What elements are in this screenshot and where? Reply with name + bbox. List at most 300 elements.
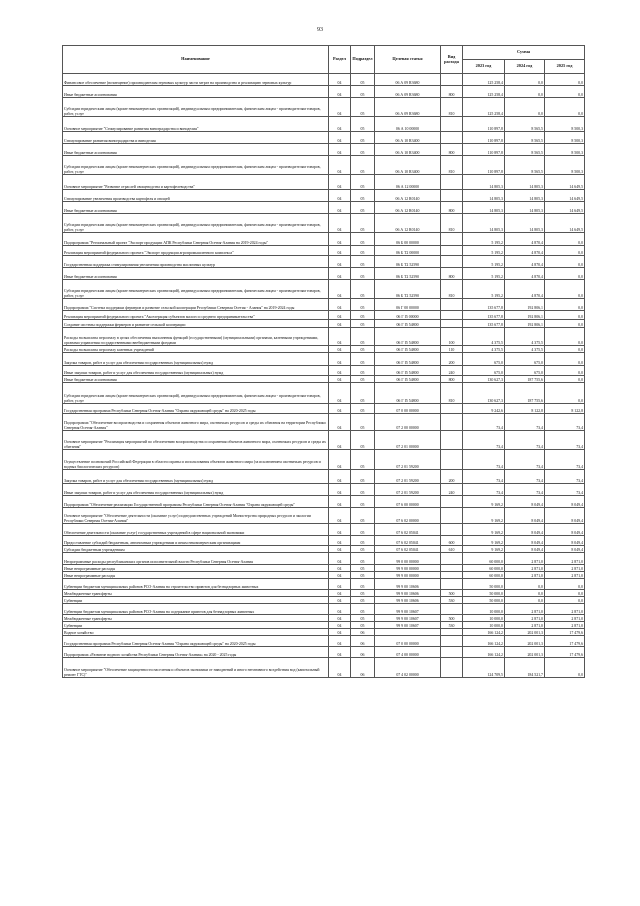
row-expense-type (441, 658, 463, 678)
row-sum-2025: 73,4 (545, 484, 585, 496)
table-row (63, 579, 585, 590)
row-sum-2024: 0,0 (505, 74, 545, 86)
row-expense-type (441, 190, 463, 202)
row-name: Основное мероприятие "Обеспечение деятельности (оказание услуг) подведомственных учреждений Министерства природных ресурсов и экологии Республики Северная Осетия-Алания" (63, 508, 329, 524)
row-razdel: 04 (329, 175, 351, 190)
row-podrazdel: 05 (351, 450, 375, 470)
table-row (63, 268, 585, 280)
row-sum-2024: 8 049,4 (505, 524, 545, 536)
row-target-article: 07 6 00 00000 (375, 496, 441, 508)
row-name: Иные бюджетные ассигнования (63, 144, 329, 156)
row-podrazdel: 05 (351, 383, 375, 404)
row-target-article: 06 А 12 R0140 (375, 214, 441, 233)
row-sum-2023: 50 000,0 (463, 579, 505, 590)
row-razdel: 04 (329, 190, 351, 202)
row-razdel: 04 (329, 414, 351, 431)
row-razdel: 04 (329, 346, 351, 353)
row-name: Иные закупки товаров, работ и услуг для обеспечения государственных (муниципальных) нужд (63, 366, 329, 376)
row-expense-type: 800 (441, 376, 463, 383)
table-row (63, 144, 585, 156)
row-target-article: 06 Г I5 54800 (375, 383, 441, 404)
row-razdel: 04 (329, 508, 351, 524)
row-podrazdel: 05 (351, 246, 375, 256)
row-name: Предоставление субсидий бюджетным, автономным учреждениям и иным некоммерческим организациям (63, 536, 329, 546)
table-row (63, 233, 585, 246)
row-sum-2025: 0,0 (545, 311, 585, 320)
table-row (63, 524, 585, 536)
table-row (63, 536, 585, 546)
row-sum-2023: 110 897,8 (463, 144, 505, 156)
row-sum-2025: 0,0 (545, 98, 585, 117)
table-row (63, 636, 585, 647)
header-sum: Сумма (463, 46, 585, 60)
row-expense-type: 810 (441, 156, 463, 175)
row-sum-2025: 8 049,4 (545, 524, 585, 536)
row-sum-2024: 14 805,3 (505, 175, 545, 190)
row-name: Закупка товаров, работ и услуг для обеспечения государственных (муниципальных) нужд (63, 470, 329, 484)
row-sum-2024: 8 049,4 (505, 508, 545, 524)
row-podrazdel: 06 (351, 636, 375, 647)
row-name: Осуществление полномочий Российской Федерации в области охраны и использования объектов животного мира (за исключением охотничьих ресурсов и водных биологических ресурсов) (63, 450, 329, 470)
row-sum-2024: 202 001,3 (505, 629, 545, 636)
row-razdel: 04 (329, 280, 351, 299)
row-expense-type: 810 (441, 98, 463, 117)
header-name: Наименование (63, 46, 329, 74)
row-sum-2025: 8 122,8 (545, 404, 585, 414)
row-name: Межбюджетные трансферты (63, 590, 329, 597)
row-target-article: 07 6 02 00000 (375, 508, 441, 524)
row-expense-type: 800 (441, 268, 463, 280)
row-razdel: 04 (329, 431, 351, 450)
row-name: Иные непрограммные расходы (63, 572, 329, 579)
row-podrazdel: 05 (351, 546, 375, 553)
row-sum-2024: 4 870,4 (505, 280, 545, 299)
row-sum-2023: 9 169,2 (463, 524, 505, 536)
row-target-article: 06 Б Т2 52590 (375, 256, 441, 268)
row-podrazdel: 05 (351, 328, 375, 346)
row-expense-type: 530 (441, 597, 463, 604)
row-razdel: 04 (329, 450, 351, 470)
row-sum-2023: 9 169,2 (463, 546, 505, 553)
table-row (63, 202, 585, 214)
row-sum-2025: 8 500,3 (545, 156, 585, 175)
row-name: Субсидии юридическим лицам (кроме некоммерческих организаций), индивидуальным предпринимателям, физическим лицам - производителям товаров, работ, услуг (63, 98, 329, 117)
row-name: Обеспечение деятельности (оказание услуг) государственных учреждений в сфере национальной экономики (63, 524, 329, 536)
row-podrazdel: 05 (351, 572, 375, 579)
row-name: Основное мероприятие "Развитие отраслей овощеводства и картофелеводства" (63, 175, 329, 190)
row-sum-2024: 8 565,5 (505, 156, 545, 175)
row-sum-2024: 0,0 (505, 86, 545, 98)
row-podrazdel: 06 (351, 647, 375, 658)
row-sum-2024: 8 049,4 (505, 496, 545, 508)
table-row (63, 431, 585, 450)
row-expense-type (441, 74, 463, 86)
row-razdel: 04 (329, 470, 351, 484)
row-podrazdel: 05 (351, 74, 375, 86)
row-sum-2025: 17 479,6 (545, 636, 585, 647)
row-target-article: 06 Б Т2 52590 (375, 268, 441, 280)
row-expense-type (441, 508, 463, 524)
table-row (63, 320, 585, 328)
table-row (63, 604, 585, 615)
table-row (63, 214, 585, 233)
row-expense-type (441, 117, 463, 132)
row-name: Иные непрограммные расходы (63, 565, 329, 572)
row-podrazdel: 05 (351, 144, 375, 156)
row-sum-2025: 73,4 (545, 431, 585, 450)
row-target-article: 06 Б 00 00000 (375, 233, 441, 246)
table-row (63, 280, 585, 299)
row-sum-2025: 14 649,5 (545, 175, 585, 190)
row-name: Создание системы поддержки фермеров и развитие сельской кооперации (63, 320, 329, 328)
row-sum-2025: 14 649,5 (545, 202, 585, 214)
row-podrazdel: 05 (351, 280, 375, 299)
row-podrazdel: 05 (351, 553, 375, 565)
row-name: Иные закупки товаров, работ и услуг для обеспечения государственных (муниципальных) нужд (63, 484, 329, 496)
row-sum-2025: 0,0 (545, 353, 585, 366)
row-sum-2023: 110 897,8 (463, 156, 505, 175)
row-expense-type (441, 299, 463, 311)
row-sum-2024: 187 755,6 (505, 376, 545, 383)
budget-table (62, 45, 585, 678)
row-sum-2023: 5 195,2 (463, 268, 505, 280)
row-target-article: 06 Г 00 00000 (375, 299, 441, 311)
table-row (63, 450, 585, 470)
row-podrazdel: 06 (351, 658, 375, 678)
row-sum-2023: 675,0 (463, 353, 505, 366)
row-sum-2024: 2 871,0 (505, 565, 545, 572)
table-row (63, 346, 585, 353)
row-target-article: 06 Г I5 54800 (375, 320, 441, 328)
row-sum-2023: 166 124,2 (463, 636, 505, 647)
row-podrazdel: 05 (351, 404, 375, 414)
row-name: Реализация мероприятий федерального проекта "Акселерация субъектов малого и среднего предпринимательства" (63, 311, 329, 320)
row-sum-2025: 0,0 (545, 346, 585, 353)
row-sum-2023: 135 677,8 (463, 311, 505, 320)
row-sum-2023: 14 805,3 (463, 214, 505, 233)
row-sum-2025: 0,0 (545, 233, 585, 246)
row-name: Закупка товаров, работ и услуг для обеспечения государственных (муниципальных) нужд (63, 353, 329, 366)
header-razdel: Раздел (329, 46, 351, 74)
row-expense-type: 500 (441, 615, 463, 622)
row-target-article: 06 Б Т2 00000 (375, 246, 441, 256)
row-sum-2025: 14 649,5 (545, 190, 585, 202)
row-sum-2025: 2 871,0 (545, 615, 585, 622)
row-sum-2023: 130 627,3 (463, 383, 505, 404)
row-name: Субвенции (63, 622, 329, 629)
row-target-article: 07 6 02 05041 (375, 536, 441, 546)
row-razdel: 04 (329, 647, 351, 658)
row-expense-type: 610 (441, 546, 463, 553)
header-target-article: Целевая статья (375, 46, 441, 74)
row-expense-type: 500 (441, 590, 463, 597)
row-sum-2024: 0,0 (505, 597, 545, 604)
row-sum-2023: 10 000,0 (463, 622, 505, 629)
row-razdel: 04 (329, 202, 351, 214)
row-sum-2024: 0,0 (505, 579, 545, 590)
row-sum-2023: 166 124,2 (463, 647, 505, 658)
row-sum-2024: 2 871,0 (505, 553, 545, 565)
row-sum-2025: 0,0 (545, 366, 585, 376)
row-sum-2023: 50 000,0 (463, 597, 505, 604)
table-row (63, 565, 585, 572)
row-sum-2024: 4 870,4 (505, 268, 545, 280)
row-sum-2023: 135 677,8 (463, 320, 505, 328)
row-podrazdel: 05 (351, 565, 375, 572)
row-sum-2023: 10 000,0 (463, 604, 505, 615)
row-razdel: 04 (329, 144, 351, 156)
row-target-article: 06 А 10 00000 (375, 117, 441, 132)
row-target-article: 99 9 00 10606 (375, 579, 441, 590)
row-sum-2023: 166 124,2 (463, 629, 505, 636)
row-podrazdel: 05 (351, 496, 375, 508)
row-sum-2025: 0,0 (545, 376, 585, 383)
row-name: Непрограммные расходы республиканских органов исполнительной власти Республики Северная Осетия-Алания (63, 553, 329, 565)
row-expense-type (441, 132, 463, 144)
row-target-article: 99 9 00 00000 (375, 565, 441, 572)
row-expense-type (441, 604, 463, 615)
row-sum-2025: 14 649,5 (545, 214, 585, 233)
table-row (63, 414, 585, 431)
row-name: Субсидии юридическим лицам (кроме некоммерческих организаций), индивидуальным предпринимателям, физическим лицам - производителям товаров, работ, услуг (63, 156, 329, 175)
row-target-article: 06 Г I5 54800 (375, 328, 441, 346)
table-row (63, 98, 585, 117)
table-row (63, 404, 585, 414)
row-expense-type: 200 (441, 470, 463, 484)
row-razdel: 04 (329, 246, 351, 256)
row-name: Подпрограмма "Обеспечение реализации Государственной программы Республики Северная Осетия-Алания "Охрана окружающей среды" (63, 496, 329, 508)
row-target-article: 06 Г I5 00000 (375, 311, 441, 320)
table-row (63, 353, 585, 366)
row-sum-2024: 202 001,3 (505, 636, 545, 647)
row-expense-type (441, 404, 463, 414)
row-razdel: 04 (329, 256, 351, 268)
row-sum-2023: 60 000,0 (463, 565, 505, 572)
row-sum-2023: 4 375,5 (463, 346, 505, 353)
row-sum-2023: 9 242,6 (463, 404, 505, 414)
row-name: Стимулирование развития виноградарства и виноделия (63, 132, 329, 144)
row-razdel: 04 (329, 366, 351, 376)
row-sum-2024: 73,4 (505, 484, 545, 496)
row-sum-2024: 73,4 (505, 450, 545, 470)
row-sum-2023: 9 169,2 (463, 508, 505, 524)
row-sum-2024: 0,0 (505, 98, 545, 117)
row-sum-2025: 2 871,0 (545, 572, 585, 579)
row-expense-type (441, 311, 463, 320)
row-podrazdel: 05 (351, 484, 375, 496)
row-target-article: 99 9 00 10607 (375, 615, 441, 622)
row-sum-2025: 17 479,6 (545, 647, 585, 658)
row-sum-2024: 2 871,0 (505, 604, 545, 615)
row-razdel: 04 (329, 376, 351, 383)
row-sum-2024: 675,0 (505, 353, 545, 366)
row-razdel: 04 (329, 320, 351, 328)
row-podrazdel: 05 (351, 431, 375, 450)
row-podrazdel: 05 (351, 597, 375, 604)
row-sum-2024: 73,4 (505, 431, 545, 450)
header-podrazdel: Подраздел (351, 46, 375, 74)
row-razdel: 04 (329, 590, 351, 597)
table-row (63, 572, 585, 579)
row-sum-2024: 192 806,1 (505, 299, 545, 311)
row-sum-2025: 73,4 (545, 414, 585, 431)
row-sum-2024: 8 565,5 (505, 144, 545, 156)
table-header (63, 46, 585, 74)
table-row (63, 383, 585, 404)
row-razdel: 04 (329, 132, 351, 144)
row-razdel: 04 (329, 86, 351, 98)
row-name: Субвенции бюджетам муниципальных районов РСО-Алания на строительство приютов для безнадзорных животных (63, 579, 329, 590)
row-sum-2023: 73,4 (463, 484, 505, 496)
row-name: Основное мероприятие "Реализация мероприятий по обеспечению воспроизводства и сохранения объектов животного мира, охотничьих ресурсов и среды их обитания" (63, 431, 329, 450)
row-sum-2023: 675,0 (463, 366, 505, 376)
row-sum-2025: 0,0 (545, 383, 585, 404)
row-podrazdel: 05 (351, 156, 375, 175)
table-row (63, 117, 585, 132)
row-podrazdel: 05 (351, 346, 375, 353)
row-razdel: 04 (329, 268, 351, 280)
table-row (63, 553, 585, 565)
row-expense-type (441, 629, 463, 636)
row-expense-type (441, 647, 463, 658)
row-target-article: 99 9 00 00000 (375, 572, 441, 579)
row-podrazdel: 05 (351, 366, 375, 376)
row-expense-type (441, 233, 463, 246)
row-name: Стимулирование увеличения производства картофеля и овощей (63, 190, 329, 202)
row-sum-2023: 73,4 (463, 414, 505, 431)
row-expense-type: 810 (441, 383, 463, 404)
row-expense-type (441, 572, 463, 579)
table-row (63, 311, 585, 320)
table-row (63, 590, 585, 597)
row-name: Иные бюджетные ассигнования (63, 86, 329, 98)
row-podrazdel: 05 (351, 98, 375, 117)
table-row (63, 366, 585, 376)
row-sum-2023: 14 805,3 (463, 190, 505, 202)
row-razdel: 04 (329, 484, 351, 496)
row-target-article: 07 6 02 05041 (375, 546, 441, 553)
table-row (63, 508, 585, 524)
row-sum-2023: 125 258,4 (463, 86, 505, 98)
table-row (63, 647, 585, 658)
row-sum-2024: 675,0 (505, 366, 545, 376)
row-podrazdel: 05 (351, 202, 375, 214)
row-sum-2024: 73,4 (505, 414, 545, 431)
table-row (63, 328, 585, 346)
row-razdel: 04 (329, 214, 351, 233)
row-sum-2023: 5 195,2 (463, 256, 505, 268)
row-sum-2023: 73,4 (463, 450, 505, 470)
row-sum-2024: 4 870,4 (505, 233, 545, 246)
row-podrazdel: 05 (351, 508, 375, 524)
row-name: Реализация мероприятий федерального проекта "Экспорт продукции агропромышленного комплекса" (63, 246, 329, 256)
row-sum-2024: 202 001,3 (505, 647, 545, 658)
table-row (63, 629, 585, 636)
row-target-article: 07 2 01 59200 (375, 484, 441, 496)
row-name: Подпрограмма «Развитие водного хозяйства Республики Северная Осетия-Алания» на 2020 - 2025 годы (63, 647, 329, 658)
row-expense-type: 800 (441, 202, 463, 214)
row-sum-2025: 0,0 (545, 86, 585, 98)
row-podrazdel: 05 (351, 622, 375, 629)
row-target-article: 06 А 10 R3400 (375, 144, 441, 156)
row-sum-2023: 14 805,3 (463, 202, 505, 214)
row-name: Основное мероприятие "Обеспечение защищенности населения и объектов экономики от наводнений и иного негативного воздействия вод (капитальный ремонт ГТС)" (63, 658, 329, 678)
table-row (63, 132, 585, 144)
row-expense-type: 800 (441, 144, 463, 156)
row-razdel: 04 (329, 572, 351, 579)
header-year-2025: 2025 год (545, 60, 585, 74)
row-sum-2024: 184 521,7 (505, 658, 545, 678)
row-sum-2025: 0,0 (545, 280, 585, 299)
row-target-article: 99 9 00 10606 (375, 590, 441, 597)
row-expense-type: 600 (441, 536, 463, 546)
row-sum-2025: 2 871,0 (545, 622, 585, 629)
row-sum-2024: 4 375,5 (505, 346, 545, 353)
row-sum-2025: 8 049,4 (545, 536, 585, 546)
row-sum-2024: 8 565,5 (505, 132, 545, 144)
row-expense-type (441, 246, 463, 256)
row-podrazdel: 05 (351, 579, 375, 590)
row-sum-2024: 8 565,5 (505, 117, 545, 132)
row-razdel: 04 (329, 117, 351, 132)
row-expense-type: 240 (441, 366, 463, 376)
row-expense-type: 800 (441, 86, 463, 98)
row-name: Межбюджетные трансферты (63, 615, 329, 622)
row-name: Основное мероприятие "Стимулирование развития виноградарства и виноделия" (63, 117, 329, 132)
row-razdel: 04 (329, 233, 351, 246)
row-name: Субсидии юридическим лицам (кроме некоммерческих организаций), индивидуальным предпринимателям, физическим лицам - производителям товаров, работ, услуг (63, 214, 329, 233)
row-sum-2023: 110 897,8 (463, 132, 505, 144)
row-sum-2023: 125 258,4 (463, 98, 505, 117)
row-name: Расходы на выплаты персоналу казенных учреждений (63, 346, 329, 353)
row-target-article: 07 4 02 00000 (375, 658, 441, 678)
row-sum-2025: 0,0 (545, 268, 585, 280)
row-target-article: 07 6 02 05041 (375, 524, 441, 536)
row-target-article (375, 629, 441, 636)
row-name: Иные бюджетные ассигнования (63, 202, 329, 214)
header-year-2023: 2023 год (463, 60, 505, 74)
row-sum-2023: 14 805,3 (463, 175, 505, 190)
row-podrazdel: 05 (351, 536, 375, 546)
row-sum-2024: 187 755,6 (505, 383, 545, 404)
row-sum-2023: 130 627,3 (463, 376, 505, 383)
row-sum-2025: 0,0 (545, 658, 585, 678)
row-name: Субвенции бюджетам муниципальных районов РСО-Алания на содержание приютов для безнадзорных животных (63, 604, 329, 615)
row-podrazdel: 05 (351, 320, 375, 328)
row-target-article: 06 А 12 00000 (375, 175, 441, 190)
row-podrazdel: 05 (351, 233, 375, 246)
row-sum-2023: 9 169,2 (463, 496, 505, 508)
row-name: Субсидии бюджетным учреждениям (63, 546, 329, 553)
row-target-article: 07 2 01 59200 (375, 450, 441, 470)
row-target-article: 07 0 00 00000 (375, 404, 441, 414)
row-sum-2024: 192 806,1 (505, 311, 545, 320)
row-podrazdel: 05 (351, 414, 375, 431)
row-podrazdel: 05 (351, 175, 375, 190)
row-sum-2025: 0,0 (545, 256, 585, 268)
table-body (63, 74, 585, 678)
row-sum-2024: 4 870,4 (505, 246, 545, 256)
row-name: Подпрограмма "Обеспечение воспроизводства и сохранения объектов животного мира, охотничьих ресурсов и среды их обитания на территории Республики Северная Осетия-Алания" (63, 414, 329, 431)
row-target-article: 06 А 10 R3400 (375, 132, 441, 144)
row-podrazdel: 05 (351, 256, 375, 268)
row-expense-type (441, 496, 463, 508)
row-sum-2023: 135 677,8 (463, 299, 505, 311)
row-podrazdel: 05 (351, 604, 375, 615)
table-row (63, 246, 585, 256)
row-sum-2024: 192 806,1 (505, 320, 545, 328)
row-sum-2025: 73,4 (545, 470, 585, 484)
